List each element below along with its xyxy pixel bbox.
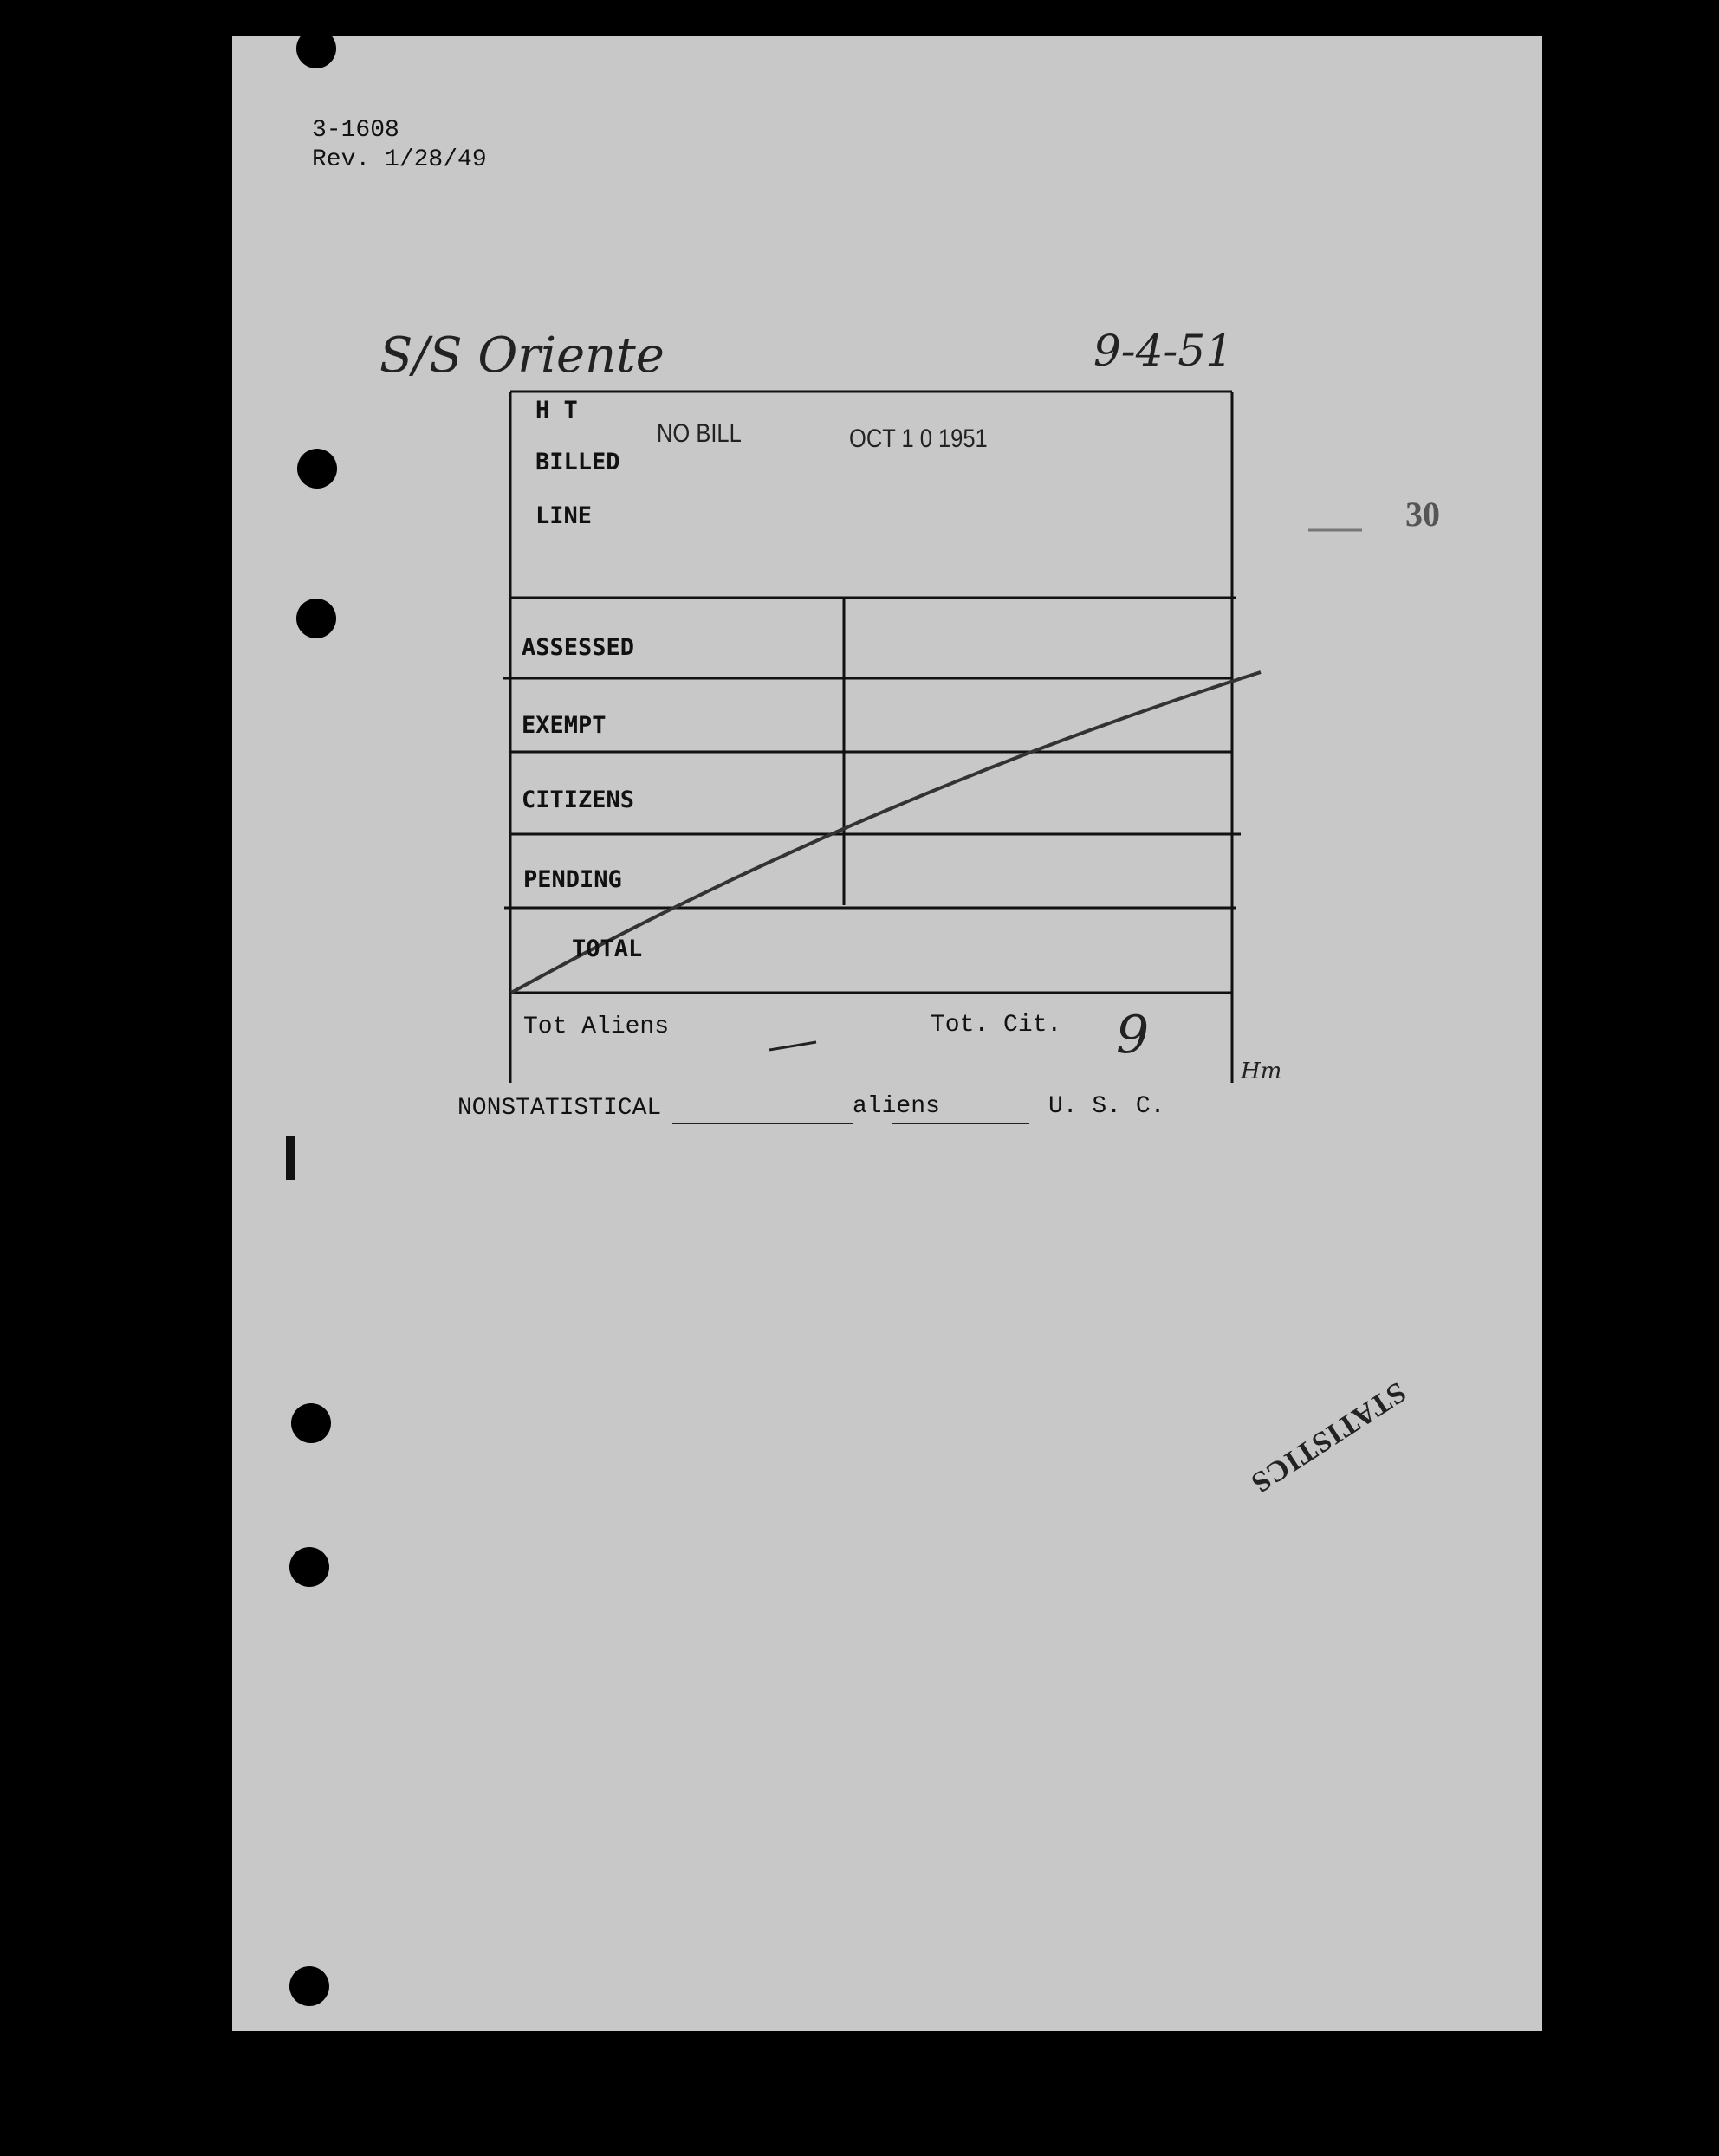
margin-mark [286, 1136, 295, 1180]
ht-label: H T [535, 397, 578, 424]
exempt-label: EXEMPT [522, 712, 607, 739]
line-label: LINE [535, 502, 593, 529]
initials: Hm [1241, 1059, 1282, 1084]
statistics-stamp: STATISTICS [1244, 1375, 1412, 1499]
total-label: TOTAL [572, 936, 643, 962]
citizens-label: CITIZENS [522, 787, 635, 813]
total-citizens-value: 9 [1116, 1005, 1150, 1065]
total-citizens-label: Tot. Cit. [931, 1012, 1062, 1039]
billed-label: BILLED [535, 449, 620, 476]
pending-label: PENDING [523, 866, 622, 893]
aliens-label: aliens [853, 1093, 940, 1120]
form-revision: Rev. 1/28/49 [312, 146, 487, 173]
handwritten-date: 9-4-51 [1093, 326, 1234, 376]
assessed-label: ASSESSED [522, 634, 635, 661]
ship-name: S/S Oriente [379, 327, 665, 384]
dash-mark [769, 1042, 816, 1050]
usc-label: U. S. C. [1048, 1093, 1165, 1120]
total-aliens-label: Tot Aliens [523, 1013, 670, 1040]
date-stamp: OCT 1 0 1951 [849, 424, 988, 453]
form-number: 3-1608 [312, 117, 399, 144]
no-bill-stamp: NO BILL [657, 419, 742, 448]
nonstatistical-label: NONSTATISTICAL [457, 1095, 662, 1122]
page-number: 30 [1405, 495, 1440, 534]
